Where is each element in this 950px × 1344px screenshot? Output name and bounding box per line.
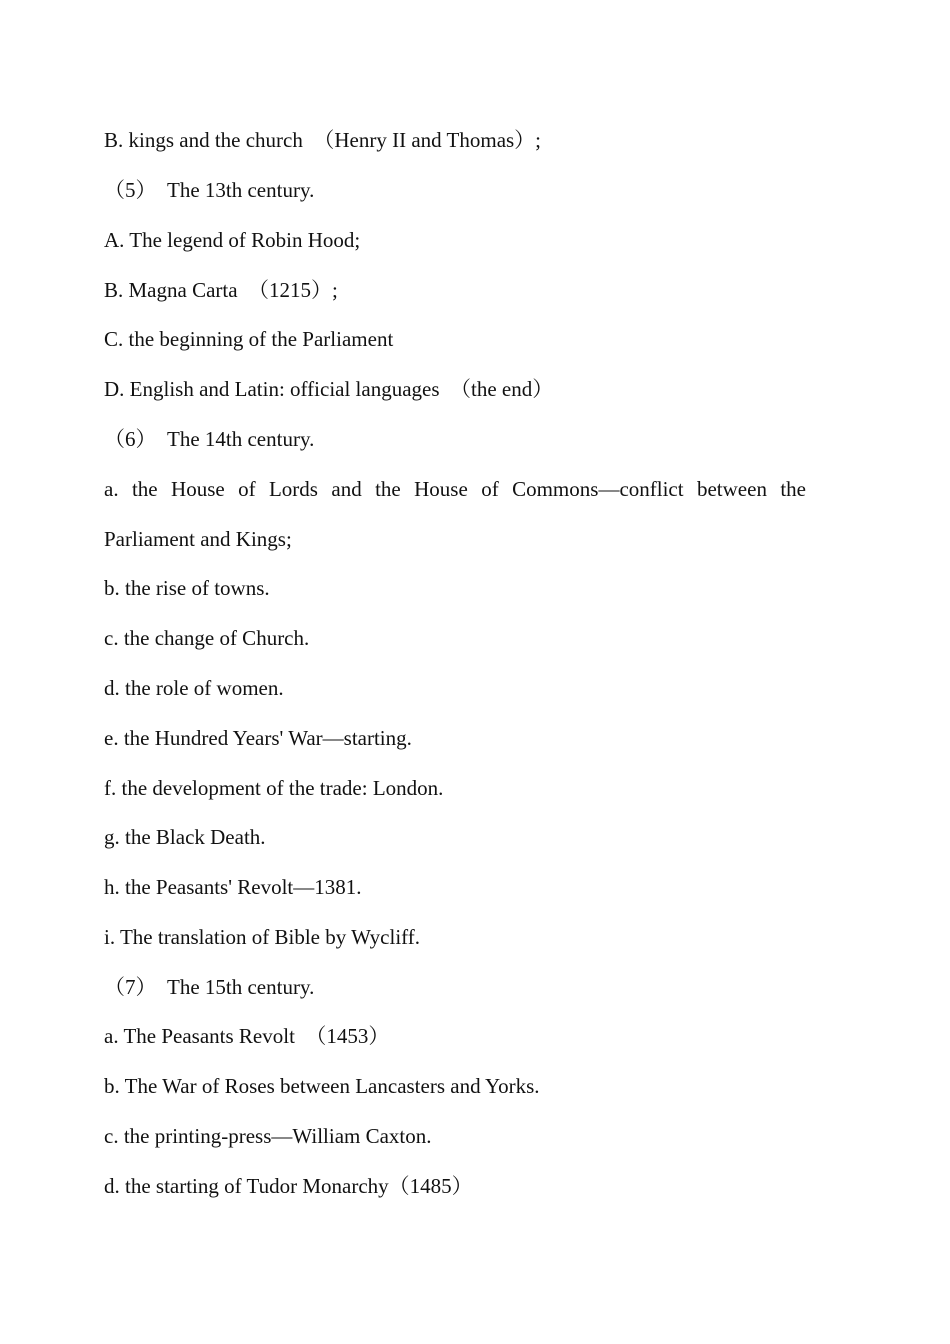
text-line-black-death: g. the Black Death.	[104, 825, 266, 849]
text-line-trade-london: f. the development of the trade: London.	[104, 776, 444, 800]
text-line-war-of-roses: b. The War of Roses between Lancasters and Yorks.	[104, 1074, 540, 1098]
text-line-robin-hood: A. The legend of Robin Hood;	[104, 228, 361, 252]
section-heading-14th-century: （6） The 14th century.	[104, 427, 315, 451]
text-line-role-of-women: d. the role of women.	[104, 676, 284, 700]
text-line-printing-press: c. the printing-press—William Caxton.	[104, 1124, 432, 1148]
text-line-kings-and-church: B. kings and the church （Henry II and Thomas）;	[104, 128, 542, 152]
text-line-parliament-beginning: C. the beginning of the Parliament	[104, 327, 394, 351]
text-line-hundred-years-war: e. the Hundred Years' War—starting.	[104, 726, 412, 750]
text-line-change-of-church: c. the change of Church.	[104, 626, 310, 650]
text-line-rise-of-towns: b. the rise of towns.	[104, 576, 270, 600]
text-line-peasants-revolt-1381: h. the Peasants' Revolt—1381.	[104, 875, 362, 899]
section-heading-15th-century: （7） The 15th century.	[104, 975, 315, 999]
text-line-official-languages: D. English and Latin: official languages （the end）	[104, 377, 554, 401]
text-line-magna-carta: B. Magna Carta （1215）;	[104, 278, 338, 302]
section-heading-13th-century: （5） The 13th century.	[104, 178, 315, 202]
text-line-house-of-lords: a. the House of Lords and the House of Commons—conflict between the	[104, 477, 806, 501]
text-line-bible-translation: i. The translation of Bible by Wycliff.	[104, 925, 421, 949]
text-line-peasants-revolt-1453: a. The Peasants Revolt （1453）	[104, 1024, 390, 1048]
text-line-tudor-monarchy: d. the starting of Tudor Monarchy（1485）	[104, 1174, 473, 1198]
text-line-parliament-and-kings: Parliament and Kings;	[104, 527, 292, 551]
